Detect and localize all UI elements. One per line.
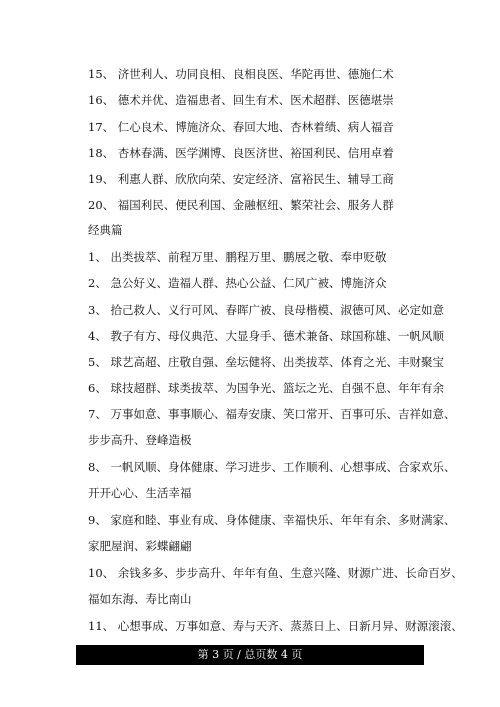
page-footer: 第 3 页 / 总页数 4 页 [76,645,424,665]
list-item: 1、 出类拔萃、前程万里、鹏程万里、鹏展之敬、奉申贬敬 [88,250,387,264]
list-item: 11、 心想事成、万事如意、寿与天齐、蒸蒸日上、日新月异、财源滚滚、 [88,619,463,633]
list-item: 6、 球技超群、球类拔萃、为国争光、篮坛之光、自强不息、年年有余 [88,381,444,395]
list-item: 10、 余钱多多、步步高升、年年有鱼、生意兴隆、财源广进、长命百岁、 [88,566,463,580]
list-item: 15、 济世利人、功同良相、良相良医、华陀再世、德施仁术 [88,67,394,81]
list-item: 16、 德术并优、造福患者、回生有术、医术超群、医德堪崇 [88,93,394,107]
list-item: 3、 拾己救人、义行可风、春晖广被、良母楷模、淑德可风、必定如意 [88,303,444,317]
list-item: 17、 仁心良术、博施济众、春回大地、杏林着绩、病人福音 [88,120,394,134]
list-item: 18、 杏林春满、医学渊博、良医济世、裕国利民、信用卓着 [88,146,394,160]
list-item: 5、 球艺高超、庄敬自强、垒坛健将、出类拔萃、体育之光、丰财聚宝 [88,355,444,369]
list-item: 7、 万事如意、事事顺心、福寿安康、笑口常开、百事可乐、吉祥如意、 [88,407,456,421]
list-item-continuation: 福如东海、寿比南山 [88,592,192,606]
list-item: 9、 家庭和睦、事业有成、身体健康、幸福快乐、年年有余、多财满家、 [88,513,456,527]
list-item: 8、 一帆风顺、身体健康、学习进步、工作顺利、心想事成、合家欢乐、 [88,460,456,474]
list-item-continuation: 家肥屋润、彩蝶翩翩 [88,539,192,553]
list-item: 20、 福国利民、便民利国、金融枢纽、繁荣社会、服务人群 [88,198,394,212]
section-heading: 经典篇 [88,223,123,237]
list-item: 19、 利惠人群、欣欣向荣、安定经济、富裕民生、辅导工商 [88,172,394,186]
list-item-continuation: 开开心心、生活幸福 [88,486,192,500]
list-item-continuation: 步步高升、登峰造极 [88,433,192,447]
list-item: 4、 教子有方、母仪典范、大显身手、德术兼备、球国称雄、一帆风顺 [88,329,444,343]
list-item: 2、 急公好义、造福人群、热心公益、仁风广被、博施济众 [88,276,387,290]
